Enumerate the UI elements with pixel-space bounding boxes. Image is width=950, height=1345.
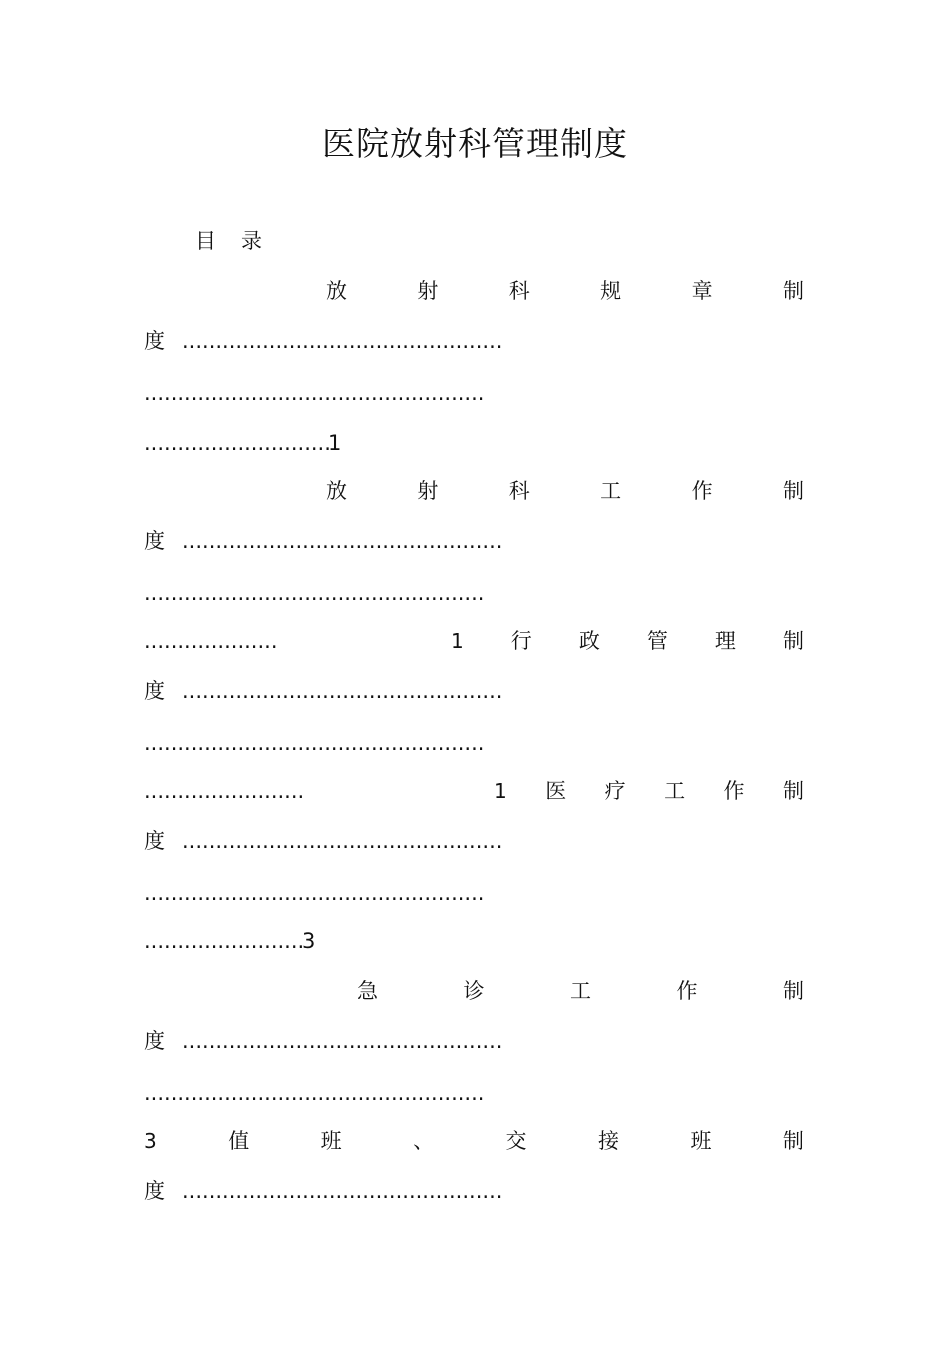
toc-char: 制 xyxy=(782,1129,804,1153)
toc-line-8-dots: .................... xyxy=(144,629,278,653)
toc-line-7-dots: ................................................... xyxy=(144,581,485,605)
page-title: 医院放射科管理制度 xyxy=(322,124,628,163)
toc-char: 章 xyxy=(691,279,713,303)
toc-char: 制 xyxy=(783,779,804,803)
toc-char: 放 xyxy=(326,279,347,303)
toc-char: 科 xyxy=(508,479,530,503)
toc-char: 工 xyxy=(664,779,686,803)
toc-line-6-char: 度 xyxy=(144,529,165,553)
toc-char: 制 xyxy=(782,279,804,303)
toc-char: 、 xyxy=(413,1129,435,1153)
toc-line-13-dots: ................................................... xyxy=(144,881,485,905)
toc-char: 科 xyxy=(508,279,530,303)
toc-line-4-dots: ............................ xyxy=(144,431,331,455)
toc-line-9-char: 度 xyxy=(144,679,165,703)
toc-char: 工 xyxy=(570,979,591,1003)
toc-page-number: 3 xyxy=(144,1129,157,1153)
toc-line-11 xyxy=(494,776,804,806)
toc-line-9-dots: ................................................ xyxy=(182,679,503,703)
toc-line-5 xyxy=(326,476,804,506)
toc-line-18 xyxy=(144,1126,804,1156)
toc-char: 作 xyxy=(676,979,698,1003)
toc-char: 射 xyxy=(417,279,439,303)
toc-char: 政 xyxy=(578,629,600,653)
toc-line-2-dots: ................................................ xyxy=(182,329,503,353)
toc-char: 制 xyxy=(782,479,804,503)
toc-heading: 目 录 xyxy=(195,229,264,253)
toc-char: 班 xyxy=(690,1129,712,1153)
toc-page-number: 1 xyxy=(328,431,342,455)
toc-char: 作 xyxy=(691,479,713,503)
toc-line-17-dots: ................................................... xyxy=(144,1081,485,1105)
toc-line-14-dots: ........................ xyxy=(144,929,305,953)
toc-line-6-dots: ................................................ xyxy=(182,529,503,553)
toc-char: 接 xyxy=(598,1129,619,1153)
toc-line-16-dots: ................................................ xyxy=(182,1029,503,1053)
toc-char: 放 xyxy=(326,479,347,503)
toc-char: 规 xyxy=(600,279,622,303)
toc-line-11-dots: ........................ xyxy=(144,779,305,803)
toc-char: 诊 xyxy=(463,979,485,1003)
toc-char: 班 xyxy=(320,1129,342,1153)
toc-char: 医 xyxy=(545,779,567,803)
toc-line-3-dots: ................................................... xyxy=(144,381,485,405)
toc-page-number: 1 xyxy=(451,629,464,653)
toc-char: 管 xyxy=(646,629,668,653)
toc-line-19-dots: ................................................ xyxy=(182,1179,503,1203)
toc-char: 交 xyxy=(505,1129,527,1153)
toc-line-16-char: 度 xyxy=(144,1029,165,1053)
toc-line-19-char: 度 xyxy=(144,1179,165,1203)
toc-line-1 xyxy=(326,276,804,306)
toc-char: 急 xyxy=(357,979,378,1003)
toc-char: 作 xyxy=(723,779,745,803)
toc-char: 行 xyxy=(510,629,532,653)
toc-page-number: 3 xyxy=(302,929,316,953)
toc-line-12-char: 度 xyxy=(144,829,165,853)
toc-page-number: 1 xyxy=(494,779,507,803)
toc-char: 值 xyxy=(228,1129,250,1153)
toc-char: 工 xyxy=(600,479,622,503)
toc-char: 疗 xyxy=(604,779,626,803)
toc-line-15 xyxy=(357,976,804,1006)
toc-line-10-dots: ................................................... xyxy=(144,731,485,755)
toc-line-12-dots: ................................................ xyxy=(182,829,503,853)
toc-char: 射 xyxy=(417,479,439,503)
toc-line-2-char: 度 xyxy=(144,329,165,353)
toc-char: 制 xyxy=(782,629,804,653)
toc-line-8 xyxy=(451,626,804,656)
toc-char: 制 xyxy=(783,979,804,1003)
toc-char: 理 xyxy=(714,629,736,653)
